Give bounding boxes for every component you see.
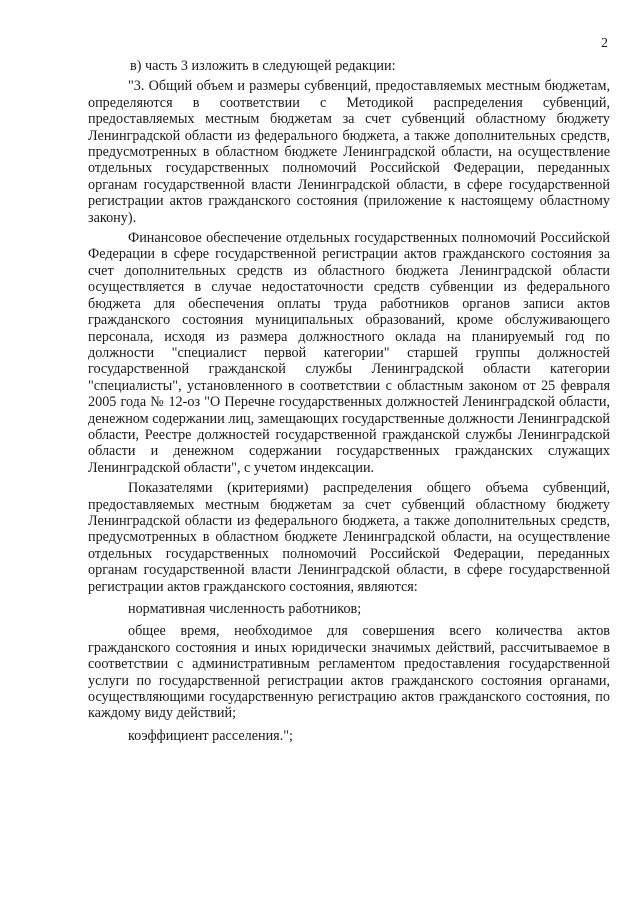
paragraph-distribution-criteria: Показателями (критериями) распределения общего объема субвенций, предоставляемых местным бюджетам за счет субвенций областному бюджету Ленинградской области из федерального бюджета, а также дополнительных средств, предусмотренных в областном бюджете Ленинградской области, на осуществление отдельных государственных полномочий Российской Федерации, переданных органам государственной власти Ленинградской области, в сфере государственной регистрации актов гражданского состояния, являются: (88, 480, 610, 595)
amendment-intro: в) часть 3 изложить в следующей редакции: (130, 58, 396, 74)
criterion-settlement-coefficient: коэффициент расселения."; (128, 727, 293, 744)
paragraph-financial-support: Финансовое обеспечение отдельных государственных полномочий Российской Федерации в сфере государственной регистрации актов гражданского состояния за счет дополнительных средств из областного бюджета Ленинградской области осуществляется в случае недостаточности средств субвенции из федерального бюджета для обеспечения оплаты труда работников органов записи актов гражданского состояния муниципальных образований, кроме обслуживающего персонала, исходя из размера должностного оклада на планируемый год по должности "специалист первой категории" старшей группы должностей государственной гражданской службы Ленинградской области категории "специалисты", установленного в соответствии с областным законом от 25 февраля 2005 года № 12-оз "О Перечне государственных должностей Ленинградской области, денежном содержании лиц, замещающих государственные должности Ленинградской области, Реестре должностей государственной гражданской службы Ленинградской области и денежном содержании государственных гражданских служащих Ленинградской области", с учетом индексации. (88, 230, 610, 476)
paragraph-general-volume: "3. Общий объем и размеры субвенций, предоставляемых местным бюджетам, определяются в соответствии с Методикой распределения субвенций, предоставляемых местным бюджетам за счет субвенций областному бюджету Ленинградской области из федерального бюджета, а также дополнительных средств, предусмотренных в областном бюджете Ленинградской области, на осуществление отдельных государственных полномочий Российской Федерации, переданных органам государственной власти Ленинградской области, в сфере государственной регистрации актов гражданского состояния (приложение к настоящему областному закону). (88, 78, 610, 226)
criterion-total-time: общее время, необходимое для совершения всего количества актов гражданского состояния и иных юридически значимых действий, рассчитываемое в соответствии с административным регламентом предоставления государственной услуги по государственной регистрации актов гражданского состояния органами, осуществляющими государственную регистрацию актов гражданского состояния, по каждому виду действий; (88, 623, 610, 722)
criterion-staff-number: нормативная численность работников; (128, 601, 362, 617)
page-number: 2 (601, 36, 608, 51)
document-body (88, 58, 610, 744)
